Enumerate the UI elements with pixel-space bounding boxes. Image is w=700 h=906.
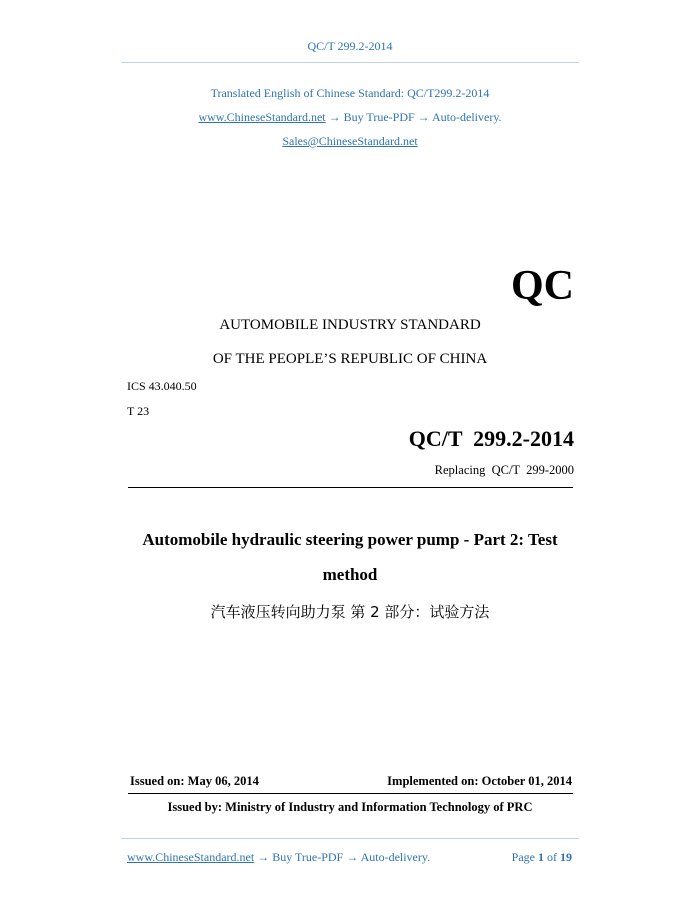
standard-number: QC/T 299.2-2014 <box>408 426 574 451</box>
issued-on-date: Issued on: May 06, 2014 <box>130 774 259 788</box>
header-standard-code: QC/T 299.2-2014 <box>307 39 393 53</box>
sales-email-link[interactable]: Sales@ChineseStandard.net <box>282 134 418 148</box>
chinese-title: 汽车液压转向助力泵 第 2 部分：试验方法 <box>210 603 490 621</box>
title-divider <box>128 487 573 488</box>
page-current: 1 <box>538 850 544 864</box>
issued-by: Issued by: Ministry of Industry and Information Technology of PRC <box>167 800 533 814</box>
standard-title-line2: OF THE PEOPLE’S REPUBLIC OF CHINA <box>212 351 488 367</box>
standard-title-line1: AUTOMOBILE INDUSTRY STANDARD <box>219 317 481 333</box>
page-total: 19 <box>560 850 572 864</box>
ics-code: ICS 43.040.50 <box>127 379 197 393</box>
translated-notice: Translated English of Chinese Standard: QC/T299.2-2014 <box>210 86 490 100</box>
footer-site-line <box>127 850 430 865</box>
footer-site-suffix: → Buy True-PDF → Auto-delivery. <box>254 850 431 864</box>
replacing-note: Replacing QC/T 299-2000 <box>434 463 574 477</box>
implemented-on-date: Implemented on: October 01, 2014 <box>387 774 572 788</box>
page-of: of <box>547 850 557 864</box>
site-line <box>0 110 700 125</box>
footer-site-link[interactable]: www.ChineseStandard.net <box>127 850 255 864</box>
issue-divider <box>128 793 573 794</box>
footer-divider <box>121 838 579 839</box>
english-title-line1: Automobile hydraulic steering power pump - Part 2: Test <box>142 530 558 549</box>
sales-line <box>0 134 700 149</box>
page-label: Page <box>511 850 535 864</box>
english-title-line2: method <box>322 565 378 584</box>
header-divider <box>121 62 579 63</box>
site-link[interactable]: www.ChineseStandard.net <box>198 110 326 124</box>
category-code: T 23 <box>127 404 150 418</box>
qc-logo: QC <box>511 263 574 309</box>
page-indicator <box>512 850 572 865</box>
site-suffix: → Buy True-PDF → Auto-delivery. <box>325 110 502 124</box>
